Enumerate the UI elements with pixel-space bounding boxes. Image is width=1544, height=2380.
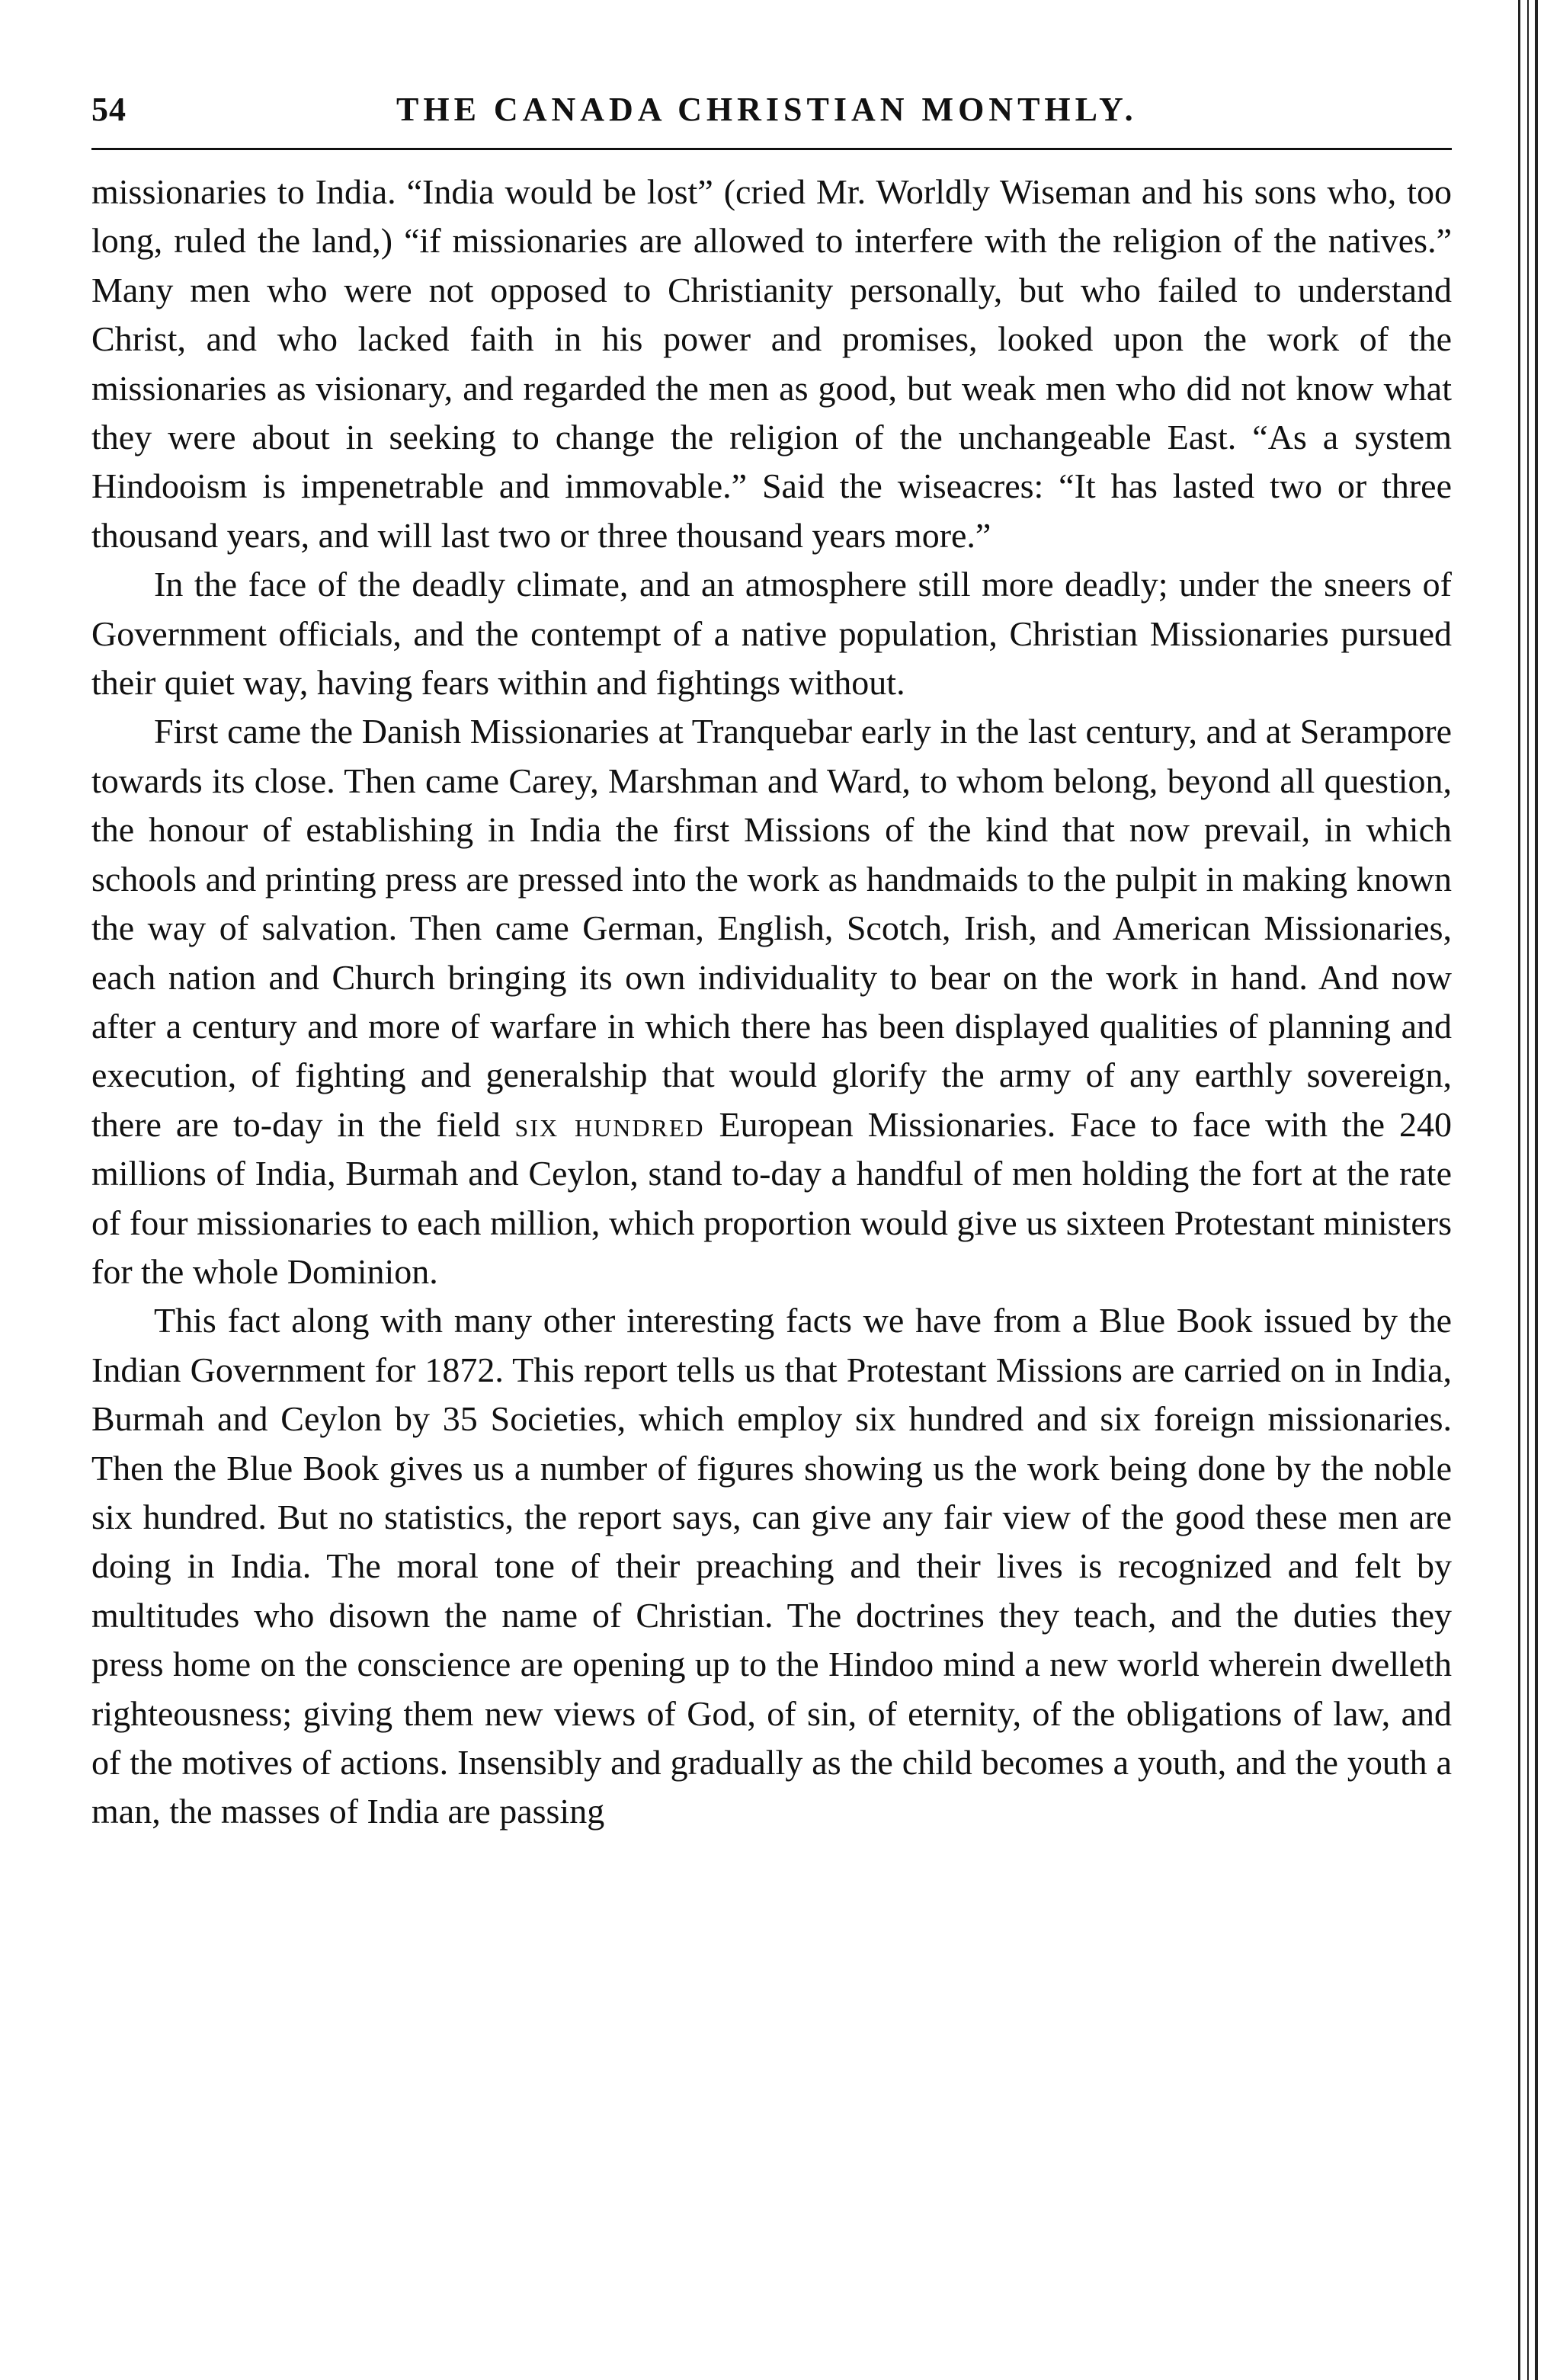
page-number: 54 <box>91 91 127 128</box>
paragraph: missionaries to India. “India would be lost” (cried Mr. Worldly Wiseman and his sons who, too long, ruled the land,) “if missionaries are allowed to interfere with the religion of the natives.” Many men who were not opposed to Christianity personally, but who failed to understand Christ, and who lacked faith in his power and promises, looked upon the work of the missionaries as visionary, and regarded the men as good, but weak men who did not know what they were about in seeking to change the religion of the unchangeable East. “As a system Hindooism is impenetrable and immovable.” Said the wiseacres: “It has lasted two or three thousand years, and will last two or three thousand years more.” <box>91 172 1452 555</box>
binding-edge-line <box>1527 0 1529 2380</box>
paragraph <box>91 707 1452 1296</box>
binding-edge-line <box>1535 0 1538 2380</box>
paragraph-text: European Missionaries. Face to face with the 240 millions of India, Burmah and Ceylon, stand to-day a handful of men holding the fort at the rate of four missionaries to each million, which proportion would give us sixteen Protestant ministers for the whole Dominion. <box>91 1104 1453 1291</box>
running-title: THE CANADA CHRISTIAN MONTHLY. <box>396 91 1138 128</box>
small-caps-emphasis: six hundred <box>514 1104 705 1144</box>
binding-edge-line <box>1518 0 1520 2380</box>
article-body <box>91 168 1452 1837</box>
page-header <box>91 90 1448 143</box>
paragraph: This fact along with many other interesting facts we have from a Blue Book issued by the Indian Government for 1872. This report tells us that Protestant Missions are carried on in India, Burmah and Ceylon by 35 Societies, which employ six hundred and six foreign missionaries. Then the Blue Book gives us a number of figures showing us the work being done by the noble six hundred. But no statistics, the report says, can give any fair view of the good these men are doing in India. The moral tone of their preaching and their lives is recognized and felt by multitudes who disown the name of Christian. The doctrines they teach, and the duties they press home on the conscience are opening up to the Hindoo mind a new world wherein dwelleth righteousness; giving them new views of God, of sin, of eternity, of the obligations of law, and of the motives of actions. Insensibly and gradually as the child becomes a youth, and the youth a man, the masses of India are passing <box>91 1301 1452 1831</box>
header-rule <box>91 148 1452 150</box>
paragraph-text: First came the Danish Missionaries at Tranquebar early in the last century, and at Serampore towards its close. Then came Carey, Marshman and Ward, to whom belong, beyond all question, the honour of establishing in India the first Missions of the kind that now prevail, in which schools and printing press are pressed into the work as handmaids to the pulpit in making known the way of salvation. Then came German, English, Scotch, Irish, and American Missionaries, each nation and Church bringing its own individuality to bear on the work in hand. And now after a century and more of warfare in which there has been displayed qualities of planning and execution, of fighting and generalship that would glorify the army of any earthly sovereign, there are to-day in the field <box>91 712 1452 1144</box>
paragraph: In the face of the deadly climate, and an atmosphere still more deadly; under the sneers of Government officials, and the contempt of a native population, Christian Missionaries pursued their quiet way, having fears within and fightings without. <box>91 565 1452 703</box>
